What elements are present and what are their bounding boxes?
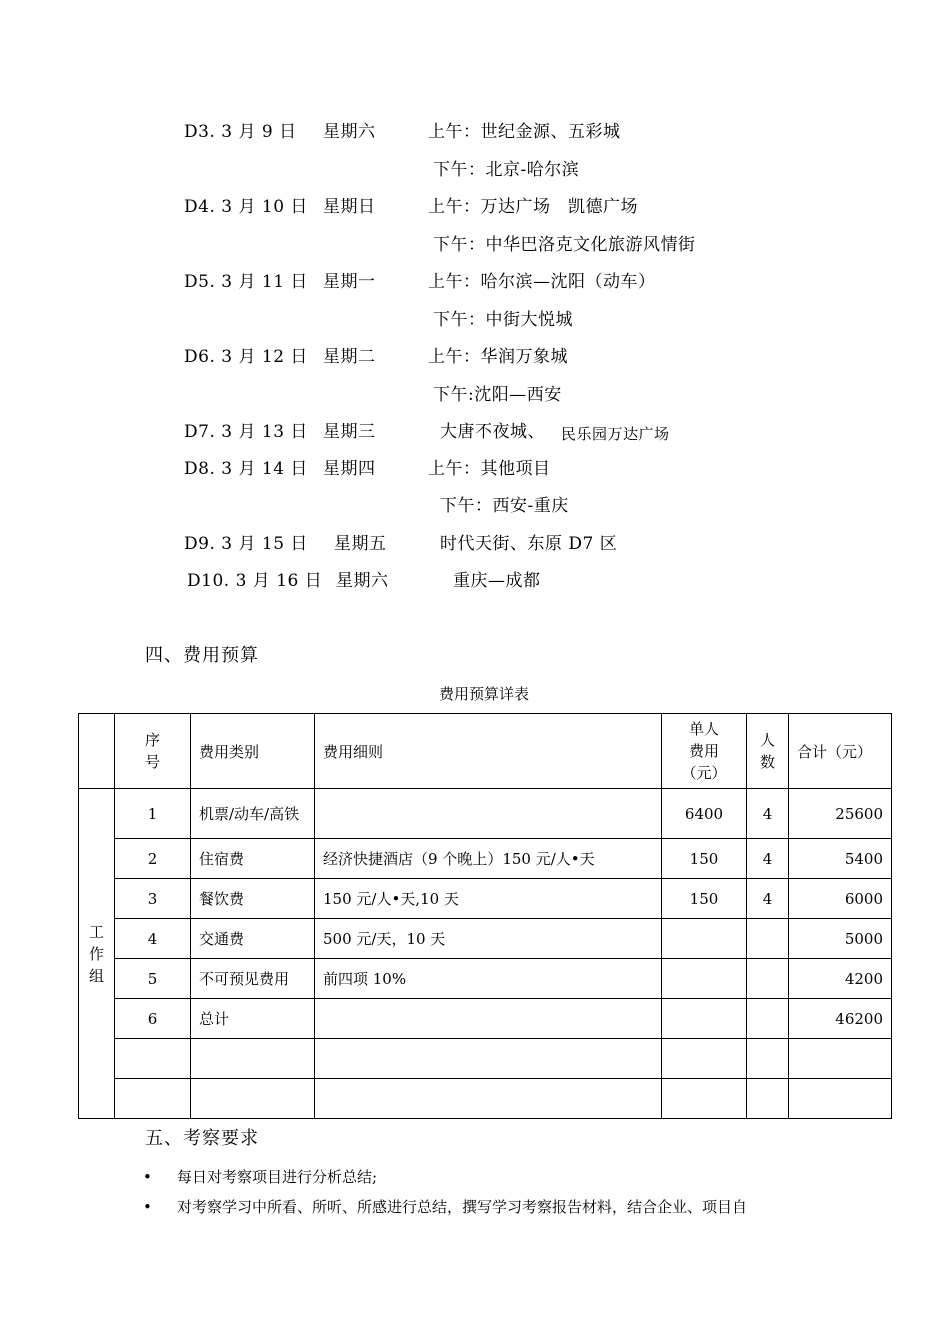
cell-empty: [662, 1079, 747, 1119]
cell-unit-cost: 6400: [662, 789, 747, 839]
cell-people: 4: [747, 839, 789, 879]
cell-people: [747, 959, 789, 999]
cell-total: 6000: [789, 879, 892, 919]
itinerary-day: D7. 3 月 13 日: [184, 422, 308, 442]
cell-total: 4200: [789, 959, 892, 999]
cell-people: [747, 919, 789, 959]
cell-detail: [315, 999, 662, 1039]
cell-detail: [315, 789, 662, 839]
cell-unit-cost: 150: [662, 879, 747, 919]
cell-total: 5400: [789, 839, 892, 879]
cell-unit-cost: [662, 919, 747, 959]
itinerary-weekday: 星期五: [334, 534, 387, 554]
itinerary-morning-extra: 民乐园万达广场: [561, 425, 670, 443]
cell-people: 4: [747, 789, 789, 839]
cell-unit-cost: 150: [662, 839, 747, 879]
cell-empty: [315, 1079, 662, 1119]
cell-empty: [789, 1039, 892, 1079]
cell-seq: 3: [115, 879, 191, 919]
cell-total: 46200: [789, 999, 892, 1039]
section-title-budget: 四、费用预算: [145, 645, 259, 666]
header-unit-cost: 单人 费用 （元）: [662, 714, 747, 789]
table-row: [79, 999, 892, 1039]
cell-seq: 6: [115, 999, 191, 1039]
itinerary-morning: 大唐不夜城、: [440, 422, 545, 442]
itinerary-weekday: 星期四: [323, 459, 376, 479]
itinerary-weekday: 星期六: [336, 571, 389, 591]
itinerary-morning: 上午：世纪金源、五彩城: [428, 122, 621, 142]
cell-seq: 4: [115, 919, 191, 959]
header-group: [79, 714, 115, 789]
itinerary-day: D4. 3 月 10 日: [184, 197, 308, 217]
table-row: [79, 919, 892, 959]
cell-category: 总计: [191, 999, 315, 1039]
cell-seq: 1: [115, 789, 191, 839]
list-item: [143, 1162, 747, 1192]
bullet-icon: •: [143, 1198, 152, 1216]
table-row-empty: [79, 1039, 892, 1079]
budget-table: [78, 713, 892, 1119]
cell-category: 机票/动车/高铁: [191, 789, 315, 839]
itinerary-afternoon: 下午：北京-哈尔滨: [433, 160, 580, 180]
itinerary-afternoon: 下午:沈阳—西安: [433, 385, 562, 405]
itinerary-day: D9. 3 月 15 日: [184, 534, 308, 554]
cell-empty: [789, 1079, 892, 1119]
header-detail: 费用细则: [315, 714, 662, 789]
cell-detail: 500 元/天，10 天: [315, 919, 662, 959]
itinerary-weekday: 星期日: [323, 197, 376, 217]
table-header-row: [79, 714, 892, 789]
cell-seq: 5: [115, 959, 191, 999]
cell-empty: [115, 1079, 191, 1119]
cell-unit-cost: [662, 999, 747, 1039]
table-row: [79, 839, 892, 879]
itinerary-day: D6. 3 月 12 日: [184, 347, 308, 367]
itinerary-weekday: 星期六: [323, 122, 376, 142]
cell-people: 4: [747, 879, 789, 919]
itinerary-morning: 上午：万达广场 凯德广场: [428, 197, 638, 217]
cell-empty: [662, 1039, 747, 1079]
table-row: [79, 879, 892, 919]
header-total: 合计（元）: [789, 714, 892, 789]
cell-category: 不可预见费用: [191, 959, 315, 999]
itinerary-day: D10. 3 月 16 日: [187, 571, 323, 591]
cell-people: [747, 999, 789, 1039]
table-row-empty: [79, 1079, 892, 1119]
itinerary-day: D8. 3 月 14 日: [184, 459, 308, 479]
header-seq: 序 号: [115, 714, 191, 789]
itinerary-afternoon: 下午：中街大悦城: [433, 310, 573, 330]
cell-empty: [191, 1079, 315, 1119]
itinerary-morning: 上午：华润万象城: [428, 347, 568, 367]
header-category: 费用类别: [191, 714, 315, 789]
cell-total: 25600: [789, 789, 892, 839]
cell-empty: [747, 1039, 789, 1079]
itinerary-afternoon: 下午：中华巴洛克文化旅游风情街: [433, 235, 696, 255]
header-people: 人 数: [747, 714, 789, 789]
section-title-requirements: 五、考察要求: [145, 1128, 259, 1149]
itinerary-morning: 重庆—成都: [453, 571, 541, 591]
bullet-icon: •: [143, 1168, 152, 1186]
cell-detail: 经济快捷酒店（9 个晚上）150 元/人•天: [315, 839, 662, 879]
itinerary-weekday: 星期一: [323, 272, 376, 292]
itinerary-morning: 上午：其他项目: [428, 459, 551, 479]
cell-unit-cost: [662, 959, 747, 999]
cell-category: 交通费: [191, 919, 315, 959]
cell-seq: 2: [115, 839, 191, 879]
cell-empty: [115, 1039, 191, 1079]
cell-empty: [191, 1039, 315, 1079]
cell-category: 餐饮费: [191, 879, 315, 919]
list-item: [143, 1192, 747, 1222]
list-item-text: 对考察学习中所看、所听、所感进行总结，撰写学习考察报告材料，结合企业、项目自: [177, 1198, 748, 1216]
itinerary-weekday: 星期三: [323, 422, 376, 442]
itinerary-morning: 时代天街、东原 D7 区: [440, 534, 618, 554]
itinerary-weekday: 星期二: [323, 347, 376, 367]
cell-category: 住宿费: [191, 839, 315, 879]
table-row: [79, 959, 892, 999]
cell-empty: [747, 1079, 789, 1119]
cell-detail: 前四项 10%: [315, 959, 662, 999]
cell-total: 5000: [789, 919, 892, 959]
itinerary-afternoon: 下午：西安-重庆: [440, 496, 569, 516]
group-label: 工 作 组: [79, 789, 115, 1119]
itinerary-morning: 上午：哈尔滨—沈阳（动车）: [428, 272, 656, 292]
cell-detail: 150 元/人•天,10 天: [315, 879, 662, 919]
requirements-list: [143, 1162, 747, 1222]
itinerary-day: D3. 3 月 9 日: [184, 122, 297, 142]
table-row: [79, 789, 892, 839]
list-item-text: 每日对考察项目进行分析总结;: [177, 1168, 378, 1186]
itinerary-day: D5. 3 月 11 日: [184, 272, 308, 292]
table-caption: 费用预算详表: [438, 685, 529, 703]
cell-empty: [315, 1039, 662, 1079]
